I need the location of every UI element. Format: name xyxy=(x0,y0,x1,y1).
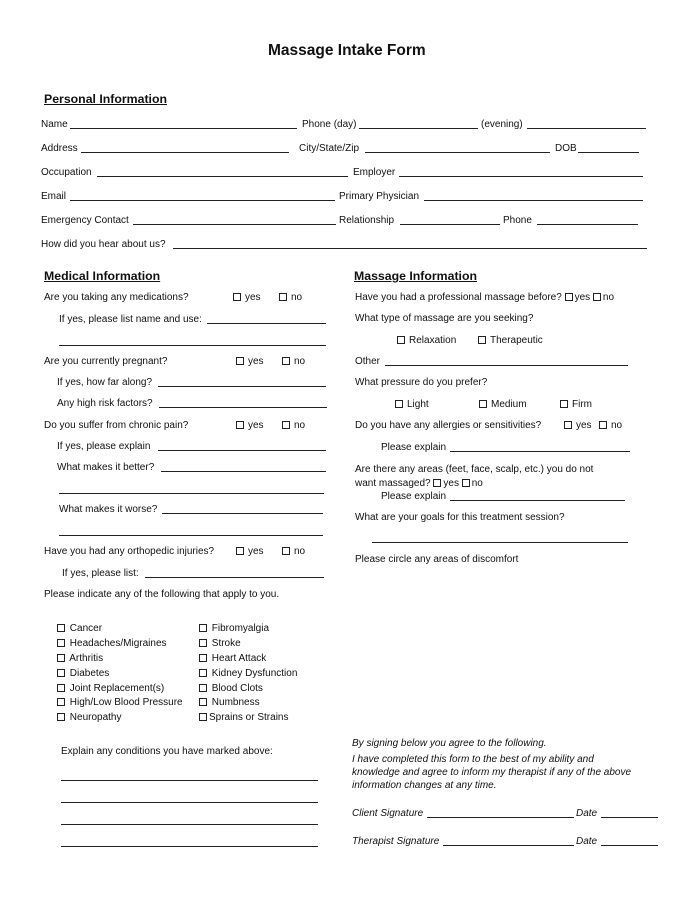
physician-field[interactable] xyxy=(424,200,643,201)
checkbox-icon xyxy=(57,713,65,721)
massage-heading: Massage Information xyxy=(354,269,477,283)
ortho-question: Have you had any orthopedic injuries? xyxy=(44,546,215,557)
checkbox-icon xyxy=(199,624,207,632)
email-field[interactable] xyxy=(70,200,335,201)
email-label: Email xyxy=(41,191,67,202)
checkbox-icon xyxy=(57,624,65,632)
allergies-yes[interactable]: yes xyxy=(564,420,592,432)
checkbox-icon xyxy=(279,293,287,301)
condition-heart-attack[interactable]: Heart Attack xyxy=(199,653,266,665)
checkbox-icon[interactable] xyxy=(565,293,573,301)
medications-list-field-2[interactable] xyxy=(59,345,326,346)
allergies-question: Do you have any allergies or sensitivities? xyxy=(355,420,542,431)
condition-neuropathy[interactable]: Neuropathy xyxy=(57,712,121,724)
indicate-label: Please indicate any of the following that apply to you. xyxy=(44,589,280,600)
checkbox-icon[interactable] xyxy=(593,293,601,301)
how-far-label: If yes, how far along? xyxy=(57,377,153,388)
medications-list-field[interactable] xyxy=(207,323,326,324)
condition-fibromyalgia[interactable]: Fibromyalgia xyxy=(199,623,269,635)
therapist-signature-field[interactable] xyxy=(443,845,574,846)
type-question: What type of massage are you seeking? xyxy=(355,313,534,324)
better-label: What makes it better? xyxy=(57,462,155,473)
option-relaxation[interactable]: Relaxation xyxy=(397,335,456,347)
pressure-question: What pressure do you prefer? xyxy=(355,377,488,388)
checkbox-icon[interactable] xyxy=(462,479,470,487)
checkbox-icon xyxy=(236,547,244,555)
phone-evening-field[interactable] xyxy=(527,128,646,129)
checkbox-icon xyxy=(199,713,207,721)
city-label: City/State/Zip xyxy=(299,143,360,154)
medications-yes[interactable]: yes xyxy=(233,292,261,304)
consent-line-2: I have completed this form to the best of my ability and xyxy=(352,754,594,765)
option-light[interactable]: Light xyxy=(395,399,429,411)
allergies-no[interactable]: no xyxy=(599,420,622,432)
explain-marked-field-4[interactable] xyxy=(61,846,318,847)
condition-headaches[interactable]: Headaches/Migraines xyxy=(57,638,167,650)
explain-marked-field-1[interactable] xyxy=(61,780,318,781)
pregnant-no[interactable]: no xyxy=(282,356,305,368)
phone-day-label: Phone (day) xyxy=(302,119,357,130)
condition-stroke[interactable]: Stroke xyxy=(199,638,241,650)
checkbox-icon xyxy=(560,400,568,408)
option-firm[interactable]: Firm xyxy=(560,399,592,411)
explain-marked-label: Explain any conditions you have marked above: xyxy=(61,746,273,757)
condition-joint[interactable]: Joint Replacement(s) xyxy=(57,683,164,695)
pregnant-question: Are you currently pregnant? xyxy=(44,356,168,367)
condition-sprains[interactable]: Sprains or Strains xyxy=(199,712,288,724)
better-field[interactable] xyxy=(161,471,326,472)
checkbox-icon xyxy=(199,684,207,692)
referral-field[interactable] xyxy=(173,248,647,249)
phone-day-field[interactable] xyxy=(359,128,478,129)
other-field[interactable] xyxy=(385,365,628,366)
page-title: Massage Intake Form xyxy=(268,42,426,59)
therapist-date-field[interactable] xyxy=(601,845,658,846)
explain-marked-field-2[interactable] xyxy=(61,802,318,803)
emergency-phone-field[interactable] xyxy=(537,224,638,225)
how-far-field[interactable] xyxy=(158,386,326,387)
checkbox-icon xyxy=(199,654,207,662)
consent-line-3: knowledge and agree to inform my therapist if any of the above xyxy=(352,767,632,778)
consent-line-1: By signing below you agree to the following. xyxy=(352,738,547,749)
condition-arthritis[interactable]: Arthritis xyxy=(57,653,103,665)
checkbox-icon xyxy=(236,421,244,429)
phone-evening-label: (evening) xyxy=(481,119,523,130)
risk-field[interactable] xyxy=(159,407,327,408)
checkbox-icon[interactable] xyxy=(433,479,441,487)
areas-question-line2: want massaged? yes no xyxy=(355,478,483,489)
option-therapeutic[interactable]: Therapeutic xyxy=(478,335,543,347)
ortho-no[interactable]: no xyxy=(282,546,305,558)
relationship-label: Relationship xyxy=(339,215,395,226)
checkbox-icon xyxy=(478,336,486,344)
condition-diabetes[interactable]: Diabetes xyxy=(57,668,109,680)
option-medium[interactable]: Medium xyxy=(479,399,527,411)
ortho-yes[interactable]: yes xyxy=(236,546,264,558)
checkbox-icon xyxy=(57,684,65,692)
checkbox-icon xyxy=(57,669,65,677)
referral-label: How did you hear about us? xyxy=(41,239,166,250)
medications-no[interactable]: no xyxy=(279,292,302,304)
other-label: Other xyxy=(355,356,381,367)
checkbox-icon xyxy=(199,639,207,647)
goals-field[interactable] xyxy=(372,542,628,543)
medications-question: Are you taking any medications? xyxy=(44,292,189,303)
checkbox-icon xyxy=(397,336,405,344)
checkbox-icon xyxy=(57,654,65,662)
dob-label: DOB xyxy=(555,143,577,154)
emergency-field[interactable] xyxy=(133,224,336,225)
relationship-field[interactable] xyxy=(400,224,500,225)
checkbox-icon xyxy=(395,400,403,408)
medications-list-label: If yes, please list name and use: xyxy=(59,314,202,325)
worse-field[interactable] xyxy=(162,513,323,514)
allergies-explain-field[interactable] xyxy=(450,451,630,452)
client-date-label: Date xyxy=(576,808,598,819)
checkbox-icon xyxy=(57,698,65,706)
worse-field-2[interactable] xyxy=(59,535,323,536)
discomfort-label: Please circle any areas of discomfort xyxy=(355,554,519,565)
goals-question: What are your goals for this treatment session? xyxy=(355,512,565,523)
dob-field[interactable] xyxy=(578,152,639,153)
condition-blood-clots[interactable]: Blood Clots xyxy=(199,683,263,695)
client-date-field[interactable] xyxy=(601,817,658,818)
professional-question: Have you had a professional massage before? yes no xyxy=(355,292,615,303)
city-field[interactable] xyxy=(365,152,550,153)
checkbox-icon xyxy=(199,698,207,706)
therapist-date-label: Date xyxy=(576,836,598,847)
better-field-2[interactable] xyxy=(59,493,324,494)
checkbox-icon xyxy=(282,547,290,555)
explain-marked-field-3[interactable] xyxy=(61,824,318,825)
client-signature-field[interactable] xyxy=(427,817,574,818)
areas-explain-label: Please explain xyxy=(381,491,447,502)
ortho-list-label: If yes, please list: xyxy=(62,568,139,579)
ortho-list-field[interactable] xyxy=(145,577,324,578)
name-field[interactable] xyxy=(70,128,297,129)
chronic-question: Do you suffer from chronic pain? xyxy=(44,420,189,431)
address-label: Address xyxy=(41,143,78,154)
chronic-no[interactable]: no xyxy=(282,420,305,432)
areas-question-line1: Are there any areas (feet, face, scalp, etc.) you do not xyxy=(355,464,594,475)
checkbox-icon xyxy=(479,400,487,408)
checkbox-icon xyxy=(564,421,572,429)
occupation-field[interactable] xyxy=(97,176,348,177)
risk-label: Any high risk factors? xyxy=(57,398,153,409)
condition-blood-pressure[interactable]: High/Low Blood Pressure xyxy=(57,697,183,709)
personal-heading: Personal Information xyxy=(44,92,167,106)
physician-label: Primary Physician xyxy=(339,191,420,202)
client-signature-label: Client Signature xyxy=(352,808,424,819)
checkbox-icon xyxy=(57,639,65,647)
worse-label: What makes it worse? xyxy=(59,504,158,515)
chronic-yes[interactable]: yes xyxy=(236,420,264,432)
medical-heading: Medical Information xyxy=(44,269,161,283)
employer-field[interactable] xyxy=(399,176,643,177)
checkbox-icon xyxy=(282,421,290,429)
checkbox-icon xyxy=(599,421,607,429)
chronic-explain-field[interactable] xyxy=(158,450,326,451)
therapist-signature-label: Therapist Signature xyxy=(352,836,440,847)
checkbox-icon xyxy=(199,669,207,677)
areas-explain-field[interactable] xyxy=(450,500,625,501)
condition-cancer[interactable]: Cancer xyxy=(57,623,102,635)
employer-label: Employer xyxy=(353,167,396,178)
allergies-explain-label: Please explain xyxy=(381,442,447,453)
name-label: Name xyxy=(41,119,68,130)
checkbox-icon xyxy=(233,293,241,301)
pregnant-yes[interactable]: yes xyxy=(236,356,264,368)
checkbox-icon xyxy=(236,357,244,365)
consent-line-4: information changes at any time. xyxy=(352,780,497,791)
condition-numbness[interactable]: Numbness xyxy=(199,697,260,709)
emergency-phone-label: Phone xyxy=(503,215,532,226)
condition-kidney[interactable]: Kidney Dysfunction xyxy=(199,668,297,680)
occupation-label: Occupation xyxy=(41,167,92,178)
address-field[interactable] xyxy=(81,152,289,153)
emergency-label: Emergency Contact xyxy=(41,215,129,226)
checkbox-icon xyxy=(282,357,290,365)
chronic-explain-label: If yes, please explain xyxy=(57,441,151,452)
